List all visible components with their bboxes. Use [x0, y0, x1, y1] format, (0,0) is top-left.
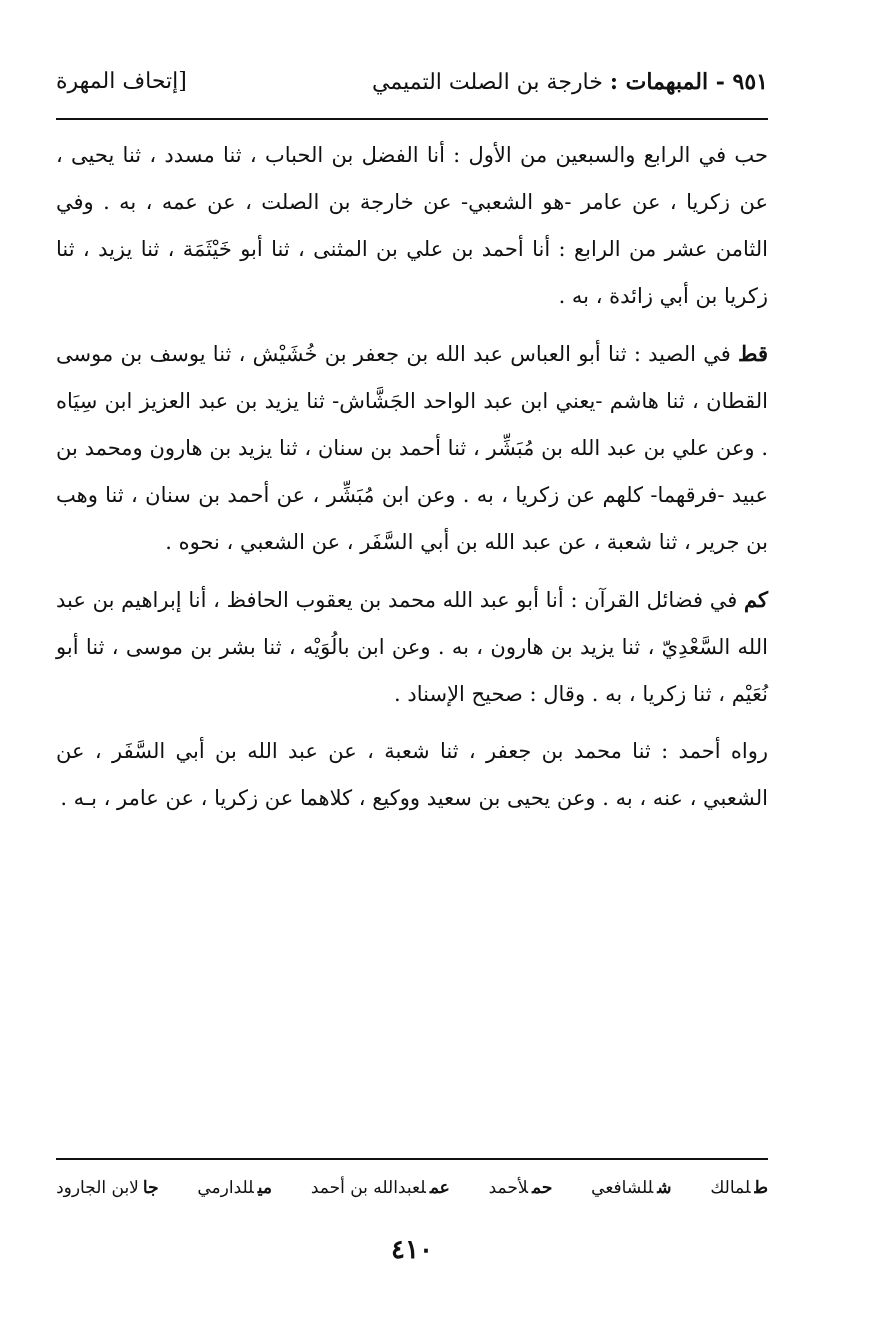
abbreviation-code: جا [142, 1178, 159, 1198]
header-entry-number: ٩٥١ - المبهمات : [609, 69, 768, 95]
page-number: ٤١٠ [391, 1235, 433, 1265]
header-entry-title [372, 62, 768, 103]
paragraph-daraqutni [56, 330, 768, 566]
header-divider [56, 118, 768, 120]
abbreviation-name: للشافعي [591, 1178, 654, 1198]
source-siglum: قط [738, 341, 768, 366]
abbreviation-name: لابن الجارود [56, 1178, 139, 1198]
paragraph-hakim [56, 576, 768, 718]
abbreviation-item [56, 1170, 159, 1206]
main-text [56, 132, 768, 832]
abbreviation-item [591, 1170, 671, 1206]
abbreviation-item [489, 1170, 553, 1206]
header-entry-name: خارجة بن الصلت التميمي [372, 70, 610, 95]
paragraph-hibban [56, 132, 768, 320]
abbreviation-item [197, 1170, 272, 1206]
paragraph-text: في فضائل القرآن : أنا أبو عبد الله محمد بن يعقوب الحافظ ، أنا إبراهيم بن عبد الله السَّعْدِيّ ، ثنا يزيد بن هارون ، به . وعن ابن بالُوَيْه ، ثنا بشر بن موسى ، ثنا أبو نُعَيْم ، ثنا زكريا ، به . وقال : صحيح الإسناد . [56, 588, 768, 706]
paragraph-text: حب في الرابع والسبعين من الأول : أنا الفضل بن الحباب ، ثنا مسدد ، ثنا يحيى ، عن زكريا ، عن عامر -هو الشعبي- عن خارجة بن الصلت ، عن عمه ، به . وفي الثامن عشر من الرابع : أنا أحمد بن علي بن المثنى ، ثنا أبو خَيْثَمَة ، ثنا يزيد ، ثنا زكريا بن أبي زائدة ، به . [56, 143, 768, 308]
abbreviation-code: ش [657, 1178, 672, 1198]
abbreviation-name: للدارمي [197, 1178, 254, 1198]
paragraph-text: رواه أحمد : ثنا محمد بن جعفر ، ثنا شعبة ، عن عبد الله بن أبي السَّفَر ، عن الشعبي ، عنه ، به . وعن يحيى بن سعيد ووكيع ، كلاهما عن زكريا ، عن عامر ، بـه . [56, 739, 768, 810]
abbreviation-name: لمالك [710, 1178, 751, 1198]
abbreviation-code: حم [532, 1178, 553, 1198]
footer-divider [56, 1158, 768, 1160]
abbreviation-code: ط [754, 1178, 768, 1198]
abbreviation-name: لعبدالله بن أحمد [310, 1178, 426, 1198]
abbreviation-code: عم [429, 1178, 450, 1198]
paragraph-ahmad [56, 728, 768, 822]
source-siglum: كم [744, 587, 768, 612]
abbreviation-name: لأحمد [488, 1178, 529, 1198]
abbreviation-code: مي [257, 1178, 273, 1198]
abbreviation-item [311, 1170, 450, 1206]
abbreviation-key [56, 1170, 768, 1206]
document-page [56, 0, 768, 1329]
abbreviation-item [710, 1170, 768, 1206]
running-header [56, 62, 768, 102]
paragraph-text: في الصيد : ثنا أبو العباس عبد الله بن جعفر بن خُشَيْش ، ثنا يوسف بن موسى القطان ، ثنا هاشم -يعني ابن عبد الواحد الجَشَّاش- ثنا يزيد بن عبد العزيز ابن سِيَاه . وعن علي بن عبد الله بن مُبَشِّر ، ثنا أحمد بن سنان ، ثنا يزيد بن هارون ومحمد بن عبيد -فرقهما- كلهم عن زكريا ، به . وعن ابن مُبَشِّر ، عن أحمد بن سنان ، ثنا وهب بن جرير ، ثنا شعبة ، عن عبد الله بن أبي السَّفَر ، عن الشعبي ، نحوه . [56, 342, 768, 554]
header-book-title: [إتحاف المهرة [56, 69, 187, 94]
